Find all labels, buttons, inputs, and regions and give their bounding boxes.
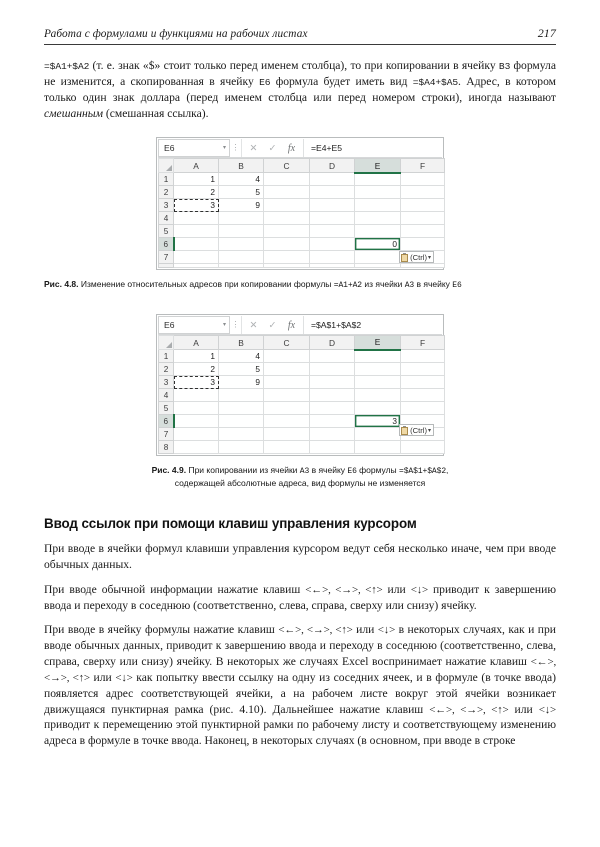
cell-e8[interactable] [355,441,401,454]
p4-keys-2: <↓> [377,624,396,637]
cell-d7[interactable] [310,251,355,264]
cell-f3[interactable] [401,199,445,212]
cell-d6[interactable] [310,415,355,428]
clipboard-icon [401,253,409,262]
cell-a1[interactable]: 1 [174,350,219,363]
insert-function-icon[interactable]: fx [287,319,296,331]
cell-c1[interactable] [264,350,310,363]
cell-f2[interactable] [401,363,445,376]
cell-a6[interactable] [174,415,219,428]
caption-4-8 [44,279,556,292]
formula-bar-4-9 [158,316,442,335]
table-row [159,238,445,251]
cell-a4[interactable] [174,389,219,402]
column-header-c[interactable]: C [264,336,310,350]
cell-b5[interactable] [219,225,264,238]
row-header-6[interactable]: 6 [159,415,174,428]
row-header-5[interactable]: 5 [159,225,174,238]
paragraph-4 [44,622,556,748]
cell-c3[interactable] [264,376,310,389]
cell-c8[interactable] [264,441,310,454]
paragraph-2: При вводе в ячейки формул клавиши управления курсором ведут себя несколько иначе, чем при вводе обычных данных. [44,542,556,572]
cell-a8[interactable] [174,441,219,454]
caption-line-2: содержащей абсолютные адреса, вид формулы не изменяется [174,477,426,488]
cell-d7[interactable] [310,428,355,441]
cell-d1[interactable] [310,350,355,363]
row-header-8[interactable]: 8 [159,441,174,454]
cell-c3[interactable] [264,199,310,212]
cell-c2[interactable] [264,363,310,376]
p4-keys-4: <↓> [115,671,133,684]
caption-text-1: Изменение относительных адресов при копировании формулы [78,279,334,290]
section-heading: Ввод ссылок при помощи клавиш управления курсором [44,516,417,532]
cell-a5[interactable] [174,402,219,415]
figure-4-8 [44,137,556,292]
cell-a3[interactable]: 3 [174,376,219,389]
term-mixed: смешанным [44,106,103,120]
cell-a7[interactable] [174,428,219,441]
chevron-down-icon[interactable]: ▾ [427,254,431,261]
figure-4-9 [44,314,556,489]
cell-e7[interactable] [355,428,401,441]
cell-b4[interactable] [219,212,264,225]
formula-inline-2: =$A4+$A5 [412,76,459,88]
chevron-down-icon[interactable]: ▾ [222,322,226,329]
p3-keys-2: <↓> [410,583,428,596]
row-header-3[interactable]: 3 [159,199,174,212]
cell-b2[interactable]: 5 [219,363,264,376]
column-header-c[interactable]: C [264,159,310,173]
p3-keys-1: <←>, <→>, <↑> [305,583,383,596]
page-number: 217 [537,26,556,40]
cell-f3[interactable] [401,376,445,389]
cell-d2[interactable] [310,363,355,376]
cell-f5[interactable] [401,402,445,415]
row-header-7[interactable]: 7 [159,428,174,441]
formula-input-4-8[interactable]: =E4+E5 [303,139,442,157]
cell-b4[interactable] [219,389,264,402]
cell-d2[interactable] [310,186,355,199]
column-header-a[interactable]: A [174,159,219,173]
column-header-f[interactable]: F [401,336,445,350]
paragraph-3 [44,582,556,614]
caption-text-3: в ячейку [414,279,453,290]
table-row [159,363,445,376]
cell-a5[interactable] [174,225,219,238]
cell-e2[interactable] [355,186,401,199]
cell-d1[interactable] [310,173,355,186]
cell-ref-b3: B3 [498,61,511,72]
cell-b8[interactable] [219,264,264,268]
cell-c5[interactable] [264,402,310,415]
caption-text-2: из ячейки [362,279,405,290]
cell-f4[interactable] [401,212,445,225]
cell-d5[interactable] [310,402,355,415]
cell-e6[interactable]: 0 [355,238,401,251]
cell-f2[interactable] [401,186,445,199]
column-header-row-4-9 [159,336,445,350]
p4-text-a: При вводе в ячейку формулы нажатие клавиш [44,623,279,637]
chevron-down-icon[interactable]: ▾ [222,145,226,152]
paste-options-button-4-8[interactable] [399,251,434,263]
cell-b6[interactable] [219,238,264,251]
cell-d3[interactable] [310,376,355,389]
row-header-1[interactable]: 1 [159,173,174,186]
name-box-value: E6 [164,320,175,331]
row-header-1[interactable]: 1 [159,350,174,363]
cell-a1[interactable]: 1 [174,173,219,186]
name-box-4-8[interactable] [158,139,230,157]
name-box-value: E6 [164,143,175,154]
text-3: формула будет иметь вид [270,74,413,88]
row-header-7[interactable]: 7 [159,251,174,264]
cell-f8[interactable] [401,264,445,268]
cell-c6[interactable] [264,415,310,428]
row-header-4[interactable]: 4 [159,389,174,402]
cell-e5[interactable] [355,402,401,415]
cell-c5[interactable] [264,225,310,238]
text-4: . Адрес, в котором только один знак доллара (перед именем столбца или перед номером строки), иногда называют [44,74,556,104]
cell-e6[interactable]: 3 [355,415,401,428]
cell-c7[interactable] [264,251,310,264]
cell-c4[interactable] [264,212,310,225]
text-1: (т. е. знак «$» стоит только перед именем столбца), то при копировании в ячейку [89,59,499,72]
row-header-2[interactable]: 2 [159,363,174,376]
p4-text-g: приводит к перемещению этой пунктирной рамки по рабочему листу и соответствующему изменению адреса в формуле в точке ввода. Наконец, в некоторых случаях (в основном, при вводе в строке [44,718,556,748]
drag-handle-icon: ⋮ [231,319,240,329]
caption-ref-e6: E6 [452,281,462,291]
cell-e5[interactable] [355,225,401,238]
cell-ref-e6: E6 [259,76,271,88]
cell-e8[interactable] [355,264,401,268]
table-row [159,350,445,363]
table-row [159,441,445,454]
cell-b7[interactable] [219,251,264,264]
paste-options-label: (Ctrl) [410,252,427,262]
p4-keys-5: <←>, <→>, <↑> [429,703,509,716]
cell-f8[interactable] [401,441,445,454]
cell-b6[interactable] [219,415,264,428]
caption-text-3: формулы [356,465,400,476]
row-header-6[interactable]: 6 [159,238,174,251]
table-row [159,225,445,238]
insert-function-icon[interactable]: fx [287,142,296,154]
p4-keys-1: <←>, <→>, <↑> [278,624,353,637]
text-2: формула не изменится, а скопированная в ячейку [44,59,556,88]
cell-c2[interactable] [264,186,310,199]
select-all-corner[interactable] [159,336,174,350]
p4-text-b: или [352,623,378,637]
cell-f6[interactable] [401,238,445,251]
cell-b1[interactable]: 4 [219,350,264,363]
cell-d8[interactable] [310,441,355,454]
column-header-d[interactable]: D [310,159,355,173]
caption-text-2: в ячейку [309,465,348,476]
cell-e3[interactable] [355,376,401,389]
table-row [159,199,445,212]
excel-screenshot-4-9 [156,314,444,456]
text-5: (смешанная ссылка). [103,106,209,120]
cell-b3[interactable]: 9 [219,199,264,212]
table-row [159,173,445,186]
cell-b3[interactable]: 9 [219,376,264,389]
cell-b8[interactable] [219,441,264,454]
caption-formula-abs: =$A$1+$A$2 [399,467,447,477]
row-header-8[interactable] [159,264,174,268]
cell-c6[interactable] [264,238,310,251]
cancel-icon[interactable]: ✕ [249,319,258,331]
p4-text-f: или [508,702,539,716]
cell-b1[interactable]: 4 [219,173,264,186]
p4-text-d: или [89,670,116,684]
table-row [159,264,445,268]
cell-f5[interactable] [401,225,445,238]
table-row [159,402,445,415]
caption-label: Рис. 4.8. [44,279,79,290]
cell-e7[interactable] [355,251,401,264]
cell-e4[interactable] [355,389,401,402]
row-header-4[interactable]: 4 [159,212,174,225]
p4-keys-6: <↓> [538,703,556,716]
cell-d4[interactable] [310,212,355,225]
cell-a8[interactable] [174,264,219,268]
cell-d3[interactable] [310,199,355,212]
excel-screenshot-4-8 [156,137,444,270]
row-header-3[interactable]: 3 [159,376,174,389]
caption-label: Рис. 4.9. [151,465,187,476]
cell-e1[interactable] [355,173,401,186]
cell-d4[interactable] [310,389,355,402]
cell-d5[interactable] [310,225,355,238]
cell-e2[interactable] [355,363,401,376]
formula-bar-4-8 [158,139,442,158]
p4-keys-3: <←>, <→>, <↑> [44,656,556,684]
p3-text-a: При вводе обычной информации нажатие клавиш [44,582,306,596]
caption-text-1: При копировании из ячейки [186,465,300,476]
cell-a3[interactable]: 3 [174,199,219,212]
running-head-title: Работа с формулами и функциями на рабочих листах [44,28,308,40]
cell-b5[interactable] [219,402,264,415]
cell-c8[interactable] [264,264,310,268]
cancel-icon[interactable]: ✕ [249,142,258,154]
table-row [159,389,445,402]
spreadsheet-grid-4-9[interactable] [158,335,445,454]
formula-bar-buttons-4-8 [241,139,303,157]
caption-ref-e6: E6 [347,467,357,477]
column-header-b[interactable]: B [219,336,264,350]
cell-a6[interactable] [174,238,219,251]
cell-d8[interactable] [310,264,355,268]
paste-options-button-4-9[interactable] [399,424,434,436]
column-header-a[interactable]: A [174,336,219,350]
table-row [159,212,445,225]
drag-handle-icon: ⋮ [231,142,240,152]
column-header-e[interactable]: E [355,336,401,350]
table-row [159,376,445,389]
cell-a4[interactable] [174,212,219,225]
cell-e3[interactable] [355,199,401,212]
table-row [159,186,445,199]
column-header-e[interactable]: E [355,159,401,173]
cell-a2[interactable]: 2 [174,363,219,376]
paste-options-label: (Ctrl) [410,425,427,435]
row-header-5[interactable]: 5 [159,402,174,415]
cell-d6[interactable] [310,238,355,251]
cell-e4[interactable] [355,212,401,225]
running-head [44,0,556,45]
cell-b2[interactable]: 5 [219,186,264,199]
column-header-row-4-8 [159,159,445,173]
cell-e1[interactable] [355,350,401,363]
column-header-b[interactable]: B [219,159,264,173]
cell-b7[interactable] [219,428,264,441]
cell-f4[interactable] [401,389,445,402]
p4-text-e: как попытку ввести ссылку на одну из соседних ячеек, и в формуле (в точке ввода) появляется адрес соответствующей ячейки, а на рабочем листе вокруг этой ячейки возникает движущаяся пунктирная рамка (рис. 4.10). Дальнейшее нажатие клавиш [44,670,556,716]
name-box-4-9[interactable] [158,316,230,334]
confirm-icon[interactable]: ✓ [268,319,277,331]
caption-ref-a3: A3 [299,467,310,477]
column-header-d[interactable]: D [310,336,355,350]
cell-c1[interactable] [264,173,310,186]
cell-a7[interactable] [174,251,219,264]
select-all-corner[interactable] [159,159,174,173]
cell-a2[interactable]: 2 [174,186,219,199]
cell-c4[interactable] [264,389,310,402]
clipboard-icon [401,426,409,435]
cell-c7[interactable] [264,428,310,441]
p4-text-c: в некоторых случаях, как и при вводе обычных данных, приводит к завершению ввода и переходу в соседнюю (соответственно, слева, справа, сверху или снизу) ячейку. В некоторых же случаях Excel воспринимает нажатие клавиш [44,623,556,669]
formula-input-4-9[interactable]: =$A$1+$A$2 [303,316,442,334]
caption-text-4: , [446,465,449,476]
formula-inline-1: =$A1+$A2 [44,61,90,72]
formula-bar-buttons-4-9 [241,316,303,334]
caption-formula-1: =A1+A2 [333,281,362,291]
column-header-f[interactable]: F [401,159,445,173]
chevron-down-icon[interactable]: ▾ [427,427,431,434]
paragraph-intro [44,58,556,121]
caption-4-9 [44,465,556,489]
caption-ref-a3: A3 [404,281,415,291]
row-header-2[interactable]: 2 [159,186,174,199]
cell-f1[interactable] [401,173,445,186]
running-head-rule [44,44,556,45]
p3-text-c: приводит к завершению ввода и переходу в соседнюю (соответственно, слева, справа, сверху или снизу) ячейку. [44,582,557,612]
cell-f1[interactable] [401,350,445,363]
confirm-icon[interactable]: ✓ [268,142,277,154]
p3-text-b: или [382,582,411,596]
